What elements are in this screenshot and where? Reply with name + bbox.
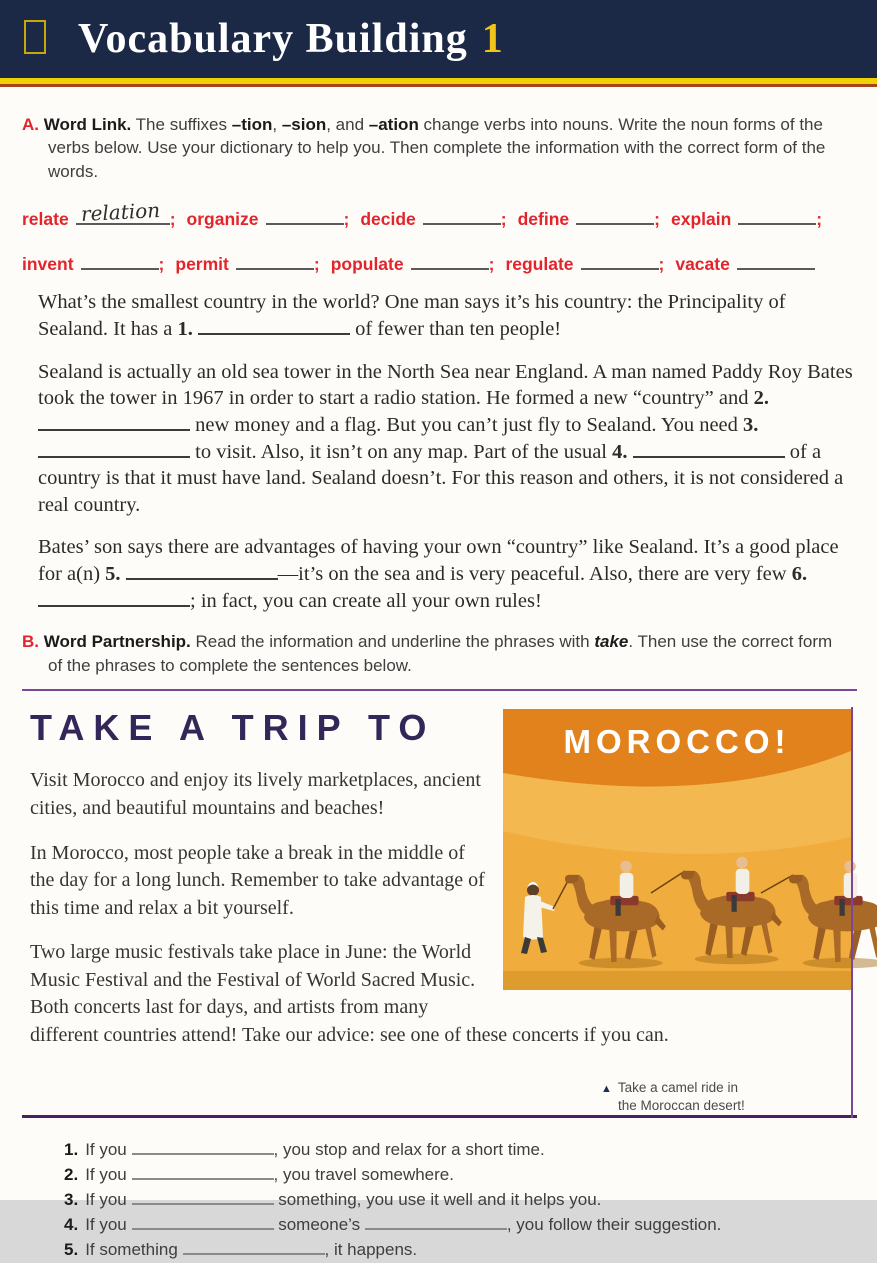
passage-paragraph <box>38 289 857 342</box>
page-content <box>0 87 877 1263</box>
text-segment: If you <box>85 1190 132 1210</box>
section-a-instructions <box>22 113 838 183</box>
morocco-photo <box>503 709 851 990</box>
fill-in-blank <box>126 561 278 580</box>
text-segment: ; in fact, you can create all your own rules! <box>190 589 542 612</box>
bookmark-icon <box>24 20 46 54</box>
text-segment: , it happens. <box>324 1240 418 1260</box>
text-segment: Bates’ son says there are advantages of having your own “country” like Sealand. It’s a good place for a(n) <box>38 536 839 586</box>
verb-label: relate <box>22 209 69 230</box>
separator: ; <box>488 254 495 275</box>
fill-in-blank <box>737 253 815 270</box>
blank-number: 1. <box>177 318 198 340</box>
verb-label: populate <box>330 254 404 275</box>
handwritten-answer-blank <box>76 198 170 227</box>
fill-in-blank <box>411 253 489 270</box>
text-segment: someone’s <box>273 1215 365 1235</box>
text-segment: Read the information and underline the phrases with <box>195 632 595 652</box>
verb-label: explain <box>670 209 732 230</box>
text-segment: . Then use the correct form of the phrases to complete the sentences below. <box>48 632 833 675</box>
word-link-row <box>22 198 857 230</box>
text-segment: If something <box>85 1240 183 1260</box>
blank-number: 2. <box>753 387 769 410</box>
morocco-article <box>22 707 857 1118</box>
text-segment: of a country is that it must have land. Sealand doesn’t. For this reason and others, it is not considered a real country. <box>38 440 844 516</box>
foreground-sand <box>503 971 851 990</box>
fill-in-blank <box>365 1213 507 1230</box>
verb-label: regulate <box>505 254 574 275</box>
text-segment: change verbs into nouns. Write the noun forms of the verbs below. Use your dictionary to help you. Then complete the information with the correct form of the words. <box>48 115 826 181</box>
text-segment: something, you use it well and it helps you. <box>273 1190 602 1210</box>
text-segment: to visit. Also, it isn’t on any map. Part of the usual <box>190 440 613 463</box>
passage-paragraph <box>38 359 857 519</box>
blank-number: 5. <box>105 563 126 586</box>
take-phrases-exercise <box>64 1138 857 1263</box>
section-b-instructions <box>22 630 838 677</box>
separator: ; <box>158 254 165 275</box>
article-paragraph: In Morocco, most people take a break in the middle of the day for a long lunch. Remember to take advantage of this time and relax a bit yourself. <box>30 841 485 919</box>
caption-line-2: the Moroccan desert! <box>618 1097 745 1113</box>
verb-label: invent <box>22 254 74 275</box>
fill-in-blank <box>38 588 190 607</box>
text-segment: –sion <box>281 115 327 134</box>
page-title: Vocabulary Building <box>78 16 468 62</box>
text-segment: The suffixes <box>135 115 232 134</box>
fill-in-blank <box>81 253 159 270</box>
exercise-sentence <box>64 1138 857 1163</box>
separator: ; <box>658 254 665 275</box>
caption-line-1: Take a camel ride in <box>617 1079 738 1095</box>
page-title-number: 1 <box>481 16 503 62</box>
sentence-number: 3. <box>64 1190 79 1210</box>
text-segment: new money and a flag. But you can’t just fly to Sealand. You need <box>190 413 744 436</box>
text-segment: —it’s on the sea and is very peaceful. Also, there are very few <box>277 563 792 586</box>
word-link-exercise <box>22 198 857 275</box>
fill-in-blank <box>423 208 501 225</box>
verb-label: define <box>517 209 570 230</box>
section-a-intro-text <box>48 115 825 181</box>
blank-number: 4. <box>612 440 633 463</box>
fill-in-blank <box>132 1188 274 1205</box>
sentence-number: 1. <box>64 1140 79 1160</box>
text-segment: of fewer than ten people! <box>349 318 562 340</box>
fill-in-blank <box>266 208 344 225</box>
fill-in-blank <box>633 439 785 458</box>
section-a-title: Word Link. <box>43 115 132 134</box>
morocco-headline-right: MOROCCO! <box>563 723 791 761</box>
passage-paragraph <box>38 534 857 614</box>
text-segment: Sealand is actually an old sea tower in the North Sea near England. A man named Paddy Roy Bates took the tower in 1967 in order to start a radio station. He formed a new “country” and <box>38 360 853 410</box>
section-b-label: B. <box>22 632 39 652</box>
text-segment: If you <box>85 1165 132 1185</box>
separator: ; <box>500 209 507 230</box>
fill-in-blank <box>581 253 659 270</box>
text-segment: What’s the smallest country in the world? One man says it’s his country: the Principality of Sealand. It has a <box>38 291 786 340</box>
article-headline-left: TAKE A TRIP TO <box>30 707 436 749</box>
separator: ; <box>816 209 823 230</box>
verb-label: decide <box>360 209 416 230</box>
text-segment: take <box>594 632 629 652</box>
separator: ; <box>169 209 176 230</box>
page-header <box>0 0 877 78</box>
exercise-sentence <box>64 1238 857 1263</box>
fill-in-blank <box>38 439 190 458</box>
fill-in-blank <box>132 1163 274 1180</box>
section-b-title: Word Partnership. <box>43 632 191 652</box>
fill-in-blank <box>236 253 314 270</box>
verb-label: vacate <box>675 254 730 275</box>
text-segment: If you <box>85 1140 132 1160</box>
article-paragraph: Two large music festivals take place in June: the World Music Festival and the Festival of World Sacred Music. Both concerts last for days, and artists from many different countries attend! Take our advice: see one of these concerts if you can. <box>30 941 669 1047</box>
text-segment: , you travel somewhere. <box>273 1165 454 1185</box>
separator: ; <box>343 209 350 230</box>
article-paragraph: Visit Morocco and enjoy its lively marketplaces, ancient cities, and beautiful mountains and beaches! <box>30 769 481 819</box>
sentence-number: 2. <box>64 1165 79 1185</box>
verb-label: permit <box>175 254 229 275</box>
fill-in-blank <box>738 208 816 225</box>
text-segment: , you follow their suggestion. <box>506 1215 722 1235</box>
sealand-passage <box>38 289 857 614</box>
exercise-sentence <box>64 1163 857 1188</box>
sentence-number: 4. <box>64 1215 79 1235</box>
blank-number: 3. <box>743 413 759 436</box>
separator: ; <box>654 209 660 230</box>
sentence-number: 5. <box>64 1240 79 1260</box>
article-top-rule <box>22 689 857 691</box>
article-bottom-rule <box>22 1115 857 1118</box>
separator: ; <box>313 254 320 275</box>
text-segment: , <box>272 115 282 134</box>
text-segment: –tion <box>231 115 273 134</box>
word-link-row <box>22 253 857 275</box>
header-accent-rule <box>0 78 877 87</box>
blank-number: 6. <box>791 563 808 586</box>
fill-in-blank <box>38 412 190 431</box>
photo-caption <box>601 1079 829 1115</box>
text-segment: , and <box>326 115 369 134</box>
exercise-sentence <box>64 1213 857 1238</box>
fill-in-blank <box>183 1238 325 1255</box>
exercise-sentence <box>64 1188 857 1213</box>
section-a-label: A. <box>22 115 39 134</box>
text-segment: If you <box>85 1215 132 1235</box>
verb-label: organize <box>186 209 259 230</box>
text-segment: , you stop and relax for a short time. <box>273 1140 545 1160</box>
fill-in-blank <box>576 208 654 225</box>
fill-in-blank <box>132 1138 274 1155</box>
caption-triangle-icon: ▲ <box>601 1082 612 1095</box>
fill-in-blank <box>198 316 350 335</box>
text-segment: –ation <box>368 115 419 134</box>
handwritten-answer: relation <box>80 198 161 227</box>
fill-in-blank <box>132 1213 274 1230</box>
